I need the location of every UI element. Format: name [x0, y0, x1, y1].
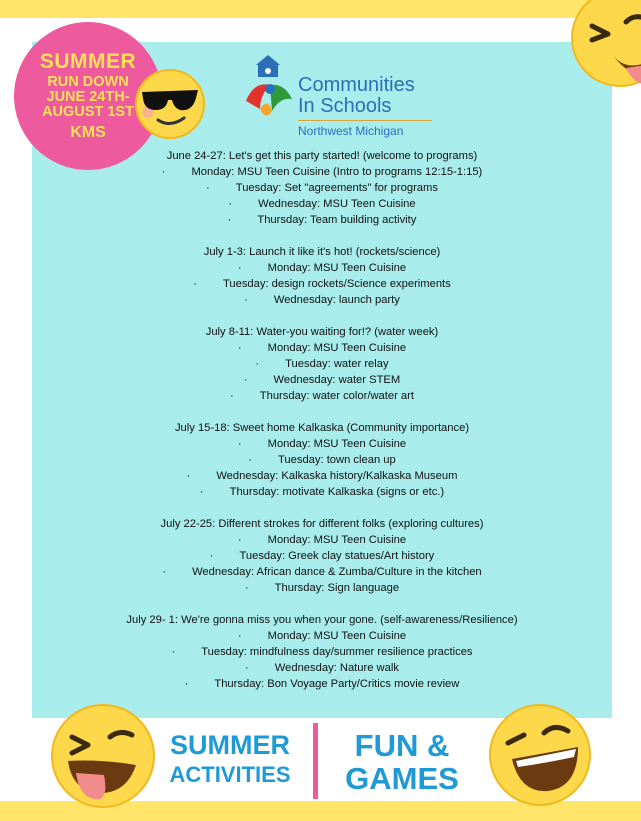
bullet-icon: ·: [237, 262, 242, 274]
grinning-squint-emoji-icon: [488, 703, 592, 807]
bullet-icon: ·: [244, 294, 248, 306]
day-text: Wednesday: Kalkaska history/Kalkaska Museum: [216, 470, 458, 482]
day-text: Wednesday: launch party: [273, 294, 400, 306]
day-item: [32, 676, 612, 692]
day-item: [32, 180, 612, 196]
bullet-icon: ·: [255, 358, 260, 370]
day-item: [32, 356, 612, 372]
bullet-icon: ·: [248, 454, 252, 466]
bullet-icon: ·: [206, 182, 210, 194]
bullet-icon: ·: [245, 662, 249, 674]
bullet-icon: ·: [243, 374, 248, 386]
day-item: [32, 484, 612, 500]
day-text: Thursday: Sign language: [274, 582, 400, 594]
bullet-icon: ·: [209, 550, 214, 562]
winking-tongue-emoji-icon: [568, 0, 641, 96]
footer-activities-text: ACTIVITIES: [169, 762, 291, 787]
day-text: Thursday: water color/water art: [259, 390, 414, 402]
bullet-icon: ·: [171, 646, 176, 658]
day-text: Wednesday: MSU Teen Cuisine: [258, 198, 416, 210]
badge-school: KMS: [70, 124, 106, 141]
week-title: July 29- 1: We're gonna miss you when your gone. (self-awareness/Resilience): [126, 614, 518, 626]
day-text: Wednesday: African dance & Zumba/Culture in the kitchen: [192, 566, 482, 578]
bullet-icon: ·: [199, 486, 204, 498]
bullet-icon: ·: [193, 278, 197, 290]
schedule-week: [32, 324, 612, 404]
badge-title: SUMMER: [39, 50, 137, 73]
day-item: [32, 212, 612, 228]
top-border: [0, 0, 641, 18]
laughing-tongue-emoji-icon: [50, 703, 156, 809]
day-text: Tuesday: town clean up: [277, 454, 396, 466]
day-text: Tuesday: design rockets/Science experiments: [222, 278, 451, 290]
bullet-icon: ·: [184, 678, 189, 690]
bullet-icon: ·: [227, 214, 232, 226]
bullet-icon: ·: [161, 166, 166, 178]
footer-fun-text: FUN &: [354, 728, 450, 763]
sunglasses-emoji-icon: [134, 68, 206, 140]
day-item: [32, 468, 612, 484]
day-item: [32, 644, 612, 660]
weekly-schedule: [32, 148, 612, 708]
bullet-icon: ·: [162, 566, 167, 578]
day-text: Tuesday: water relay: [285, 358, 389, 370]
footer-summer-text: SUMMER: [170, 730, 290, 760]
day-item: [32, 164, 612, 180]
footer-fun-games: [332, 729, 472, 795]
schedule-week: [32, 612, 612, 692]
logo-text-in-schools: In Schools: [298, 95, 392, 117]
day-item: [32, 196, 612, 212]
footer-summer-activities: [152, 731, 308, 789]
week-title: June 24-27: Let's get this party started! (welcome to programs): [166, 150, 478, 162]
bullet-icon: ·: [228, 198, 233, 210]
bullet-icon: ·: [230, 390, 234, 402]
footer-games-text: GAMES: [345, 761, 459, 796]
bullet-icon: ·: [237, 630, 242, 642]
day-item: [32, 436, 612, 452]
schedule-week: [32, 516, 612, 596]
week-title: July 15-18: Sweet home Kalkaska (Community importance): [174, 422, 470, 434]
day-item: [32, 628, 612, 644]
day-text: Monday: MSU Teen Cuisine: [267, 438, 407, 450]
week-title: July 1-3: Launch it like it's hot! (rockets/science): [203, 246, 441, 258]
week-title: July 22-25: Different strokes for different folks (exploring cultures): [160, 518, 484, 530]
day-text: Monday: MSU Teen Cuisine: [267, 630, 407, 642]
bullet-icon: ·: [237, 438, 242, 450]
day-item: [32, 372, 612, 388]
footer-divider: [313, 723, 318, 799]
day-item: [32, 532, 612, 548]
day-item: [32, 292, 612, 308]
day-text: Monday: MSU Teen Cuisine (Intro to programs 12:15-1:15): [191, 166, 483, 178]
day-text: Tuesday: mindfulness day/summer resilience practices: [201, 646, 473, 658]
day-text: Monday: MSU Teen Cuisine: [267, 342, 407, 354]
logo-subtitle: Northwest Michigan: [298, 124, 404, 138]
day-text: Wednesday: Nature walk: [274, 662, 399, 674]
bullet-icon: ·: [186, 470, 191, 482]
bullet-icon: ·: [244, 582, 249, 594]
logo-divider: [298, 120, 432, 121]
schedule-week: [32, 244, 612, 308]
day-item: [32, 340, 612, 356]
day-item: [32, 564, 612, 580]
badge-line-start: JUNE 24TH-: [46, 89, 130, 105]
badge-line-run-down: RUN DOWN: [47, 74, 129, 90]
day-item: [32, 660, 612, 676]
bullet-icon: ·: [237, 534, 242, 546]
day-item: [32, 388, 612, 404]
communities-in-schools-logo: [240, 55, 440, 145]
schoolhouse-logo-icon: [240, 55, 298, 123]
bullet-icon: ·: [237, 342, 242, 354]
day-text: Tuesday: Set "agreements" for programs: [235, 182, 438, 194]
week-title: July 8-11: Water-you waiting for!? (water week): [205, 326, 439, 338]
day-text: Thursday: Bon Voyage Party/Critics movie review: [214, 678, 460, 690]
day-text: Thursday: Team building activity: [257, 214, 417, 226]
day-text: Monday: MSU Teen Cuisine: [267, 534, 407, 546]
day-text: Thursday: motivate Kalkaska (signs or etc.): [229, 486, 445, 498]
badge-line-end: AUGUST 1ST: [42, 104, 134, 120]
day-text: Wednesday: water STEM: [273, 374, 401, 386]
day-item: [32, 548, 612, 564]
day-text: Monday: MSU Teen Cuisine: [267, 262, 407, 274]
schedule-week: [32, 420, 612, 500]
day-item: [32, 580, 612, 596]
logo-text-communities: Communities: [298, 74, 415, 96]
day-item: [32, 452, 612, 468]
day-item: [32, 260, 612, 276]
day-item: [32, 276, 612, 292]
day-text: Tuesday: Greek clay statues/Art history: [239, 550, 435, 562]
